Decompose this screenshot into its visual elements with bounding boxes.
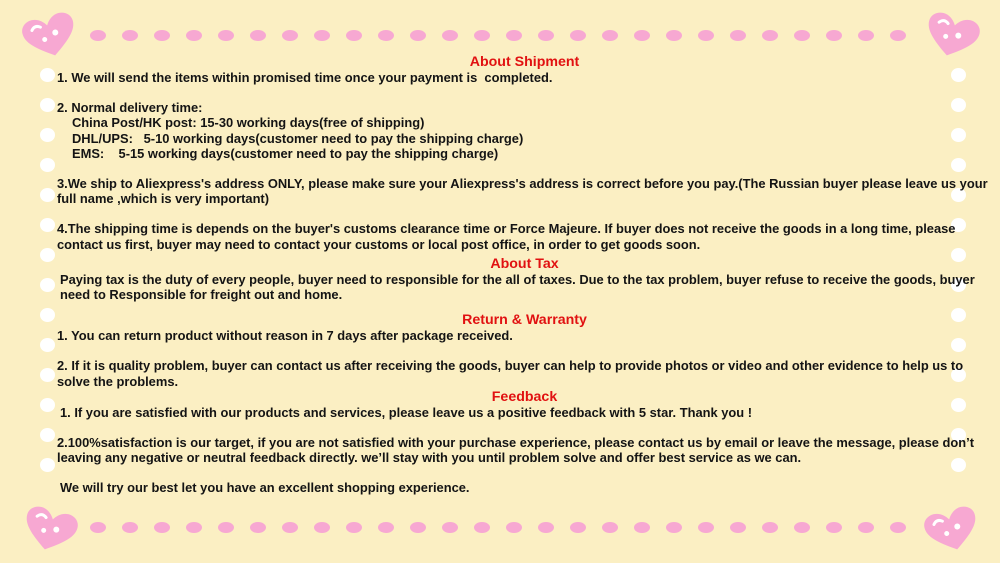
decor-dot [730, 30, 746, 41]
decor-dot [40, 188, 55, 202]
decor-dot [90, 30, 106, 41]
decor-dot [730, 522, 746, 533]
feedback-item-1: 1. If you are satisfied with our products and services, please leave us a positive feedback with 5 star. Thank you ! [60, 404, 753, 420]
decor-dot [122, 522, 138, 533]
decor-dot [826, 522, 842, 533]
decor-dot [40, 278, 55, 292]
decor-dot [410, 522, 426, 533]
decor-dot [538, 522, 554, 533]
decor-dot [506, 522, 522, 533]
decor-dot [218, 30, 234, 41]
decor-dot [698, 522, 714, 533]
tax-text: Paying tax is the duty of every people, buyer need to responsible for the all of taxes. Due to the tax problem, buyer refuse to receive the goods, buyer need to Responsible for freight out and home. [60, 271, 979, 303]
decor-dot [186, 522, 202, 533]
decor-dot [890, 522, 906, 533]
warranty-item-2: 2. If it is quality problem, buyer can contact us after receiving the goods, buyer can help to provide photos or video and other evidence to help us to solve the problems. [57, 358, 967, 389]
decor-dot [442, 30, 458, 41]
decor-dot [314, 522, 330, 533]
decor-dot [218, 522, 234, 533]
decor-dot [40, 128, 55, 142]
decor-dot [634, 522, 650, 533]
shipment-item-1: 1. We will send the items within promised time once your payment is completed. [57, 70, 553, 85]
decor-dot [314, 30, 330, 41]
shipment-heading: About Shipment [469, 54, 580, 70]
decor-dot [40, 98, 55, 112]
decor-dot [602, 522, 618, 533]
decor-dot [40, 158, 55, 172]
decor-dot [346, 522, 362, 533]
decor-dot [762, 522, 778, 533]
shipment-item-4: 4.The shipping time is depends on the buyer's customs clearance time or Force Majeure. If buyer does not receive the goods in a long time, please contact us first, buyer may need to contact your customs or local post office, in order to get goods soon. [57, 221, 960, 252]
decor-dot [858, 30, 874, 41]
decor-dot [410, 30, 426, 41]
decor-dot [282, 30, 298, 41]
decor-dot [250, 30, 266, 41]
decor-dot [186, 30, 202, 41]
decor-dot [634, 30, 650, 41]
decor-dot [40, 338, 55, 352]
decor-dot [602, 30, 618, 41]
decor-dot [474, 522, 490, 533]
decor-dot [474, 30, 490, 41]
policy-content [57, 54, 992, 496]
decor-dot [826, 30, 842, 41]
decor-dot [378, 30, 394, 41]
tax-heading: About Tax [490, 255, 559, 272]
decor-dot [794, 30, 810, 41]
shipment-item-2: 2. Normal delivery time: [57, 100, 203, 116]
heart-icon [17, 502, 82, 559]
shipment-ems: EMS: 5-15 working days(customer need to pay the shipping charge) [72, 145, 499, 161]
feedback-item-2: 2.100%satisfaction is our target, if you are not satisfied with your purchase experience, please contact us by email or leave the message, please don’t leaving any negative or neutral feedback directly. we’ll stay with you until problem solve and offer best service as we can. [57, 435, 978, 466]
decor-dot [666, 30, 682, 41]
decor-dot [40, 428, 55, 442]
decor-dot [40, 368, 55, 382]
decor-dot [40, 218, 55, 232]
shipment-china-post: China Post/HK post: 15-30 working days(free of shipping) [72, 115, 425, 131]
shipment-dhl-ups: DHL/UPS: 5-10 working days(customer need to pay the shipping charge) [72, 130, 524, 146]
feedback-heading: Feedback [491, 388, 558, 405]
heart-icon [919, 502, 984, 559]
decor-dot [154, 522, 170, 533]
decor-dot [282, 522, 298, 533]
decor-dot [570, 30, 586, 41]
decor-dot [346, 30, 362, 41]
warranty-heading: Return & Warranty [462, 312, 587, 329]
decor-dot [858, 522, 874, 533]
warranty-item-1: 1. You can return product without reason in 7 days after package received. [57, 328, 513, 344]
decor-dot [570, 522, 586, 533]
decor-dot [40, 68, 55, 82]
decor-dot [538, 30, 554, 41]
decor-dot [378, 522, 394, 533]
decor-dot [506, 30, 522, 41]
decor-dot [40, 248, 55, 262]
decor-dot [442, 522, 458, 533]
decor-dot [698, 30, 714, 41]
decor-dot [40, 458, 55, 472]
decor-dot [794, 522, 810, 533]
decor-dot [40, 398, 55, 412]
decor-dot [250, 522, 266, 533]
decor-dot [122, 30, 138, 41]
closing-note: We will try our best let you have an excellent shopping experience. [60, 480, 470, 496]
decor-dot [762, 30, 778, 41]
decor-dot [666, 522, 682, 533]
decor-dot [890, 30, 906, 41]
decor-dot [154, 30, 170, 41]
decor-dot [40, 308, 55, 322]
decor-dot [90, 522, 106, 533]
shipment-item-3: 3.We ship to Aliexpress's address ONLY, please make sure your Aliexpress's address is correct before you pay.(The Russian buyer please leave us your full name ,which is very important) [57, 176, 992, 207]
